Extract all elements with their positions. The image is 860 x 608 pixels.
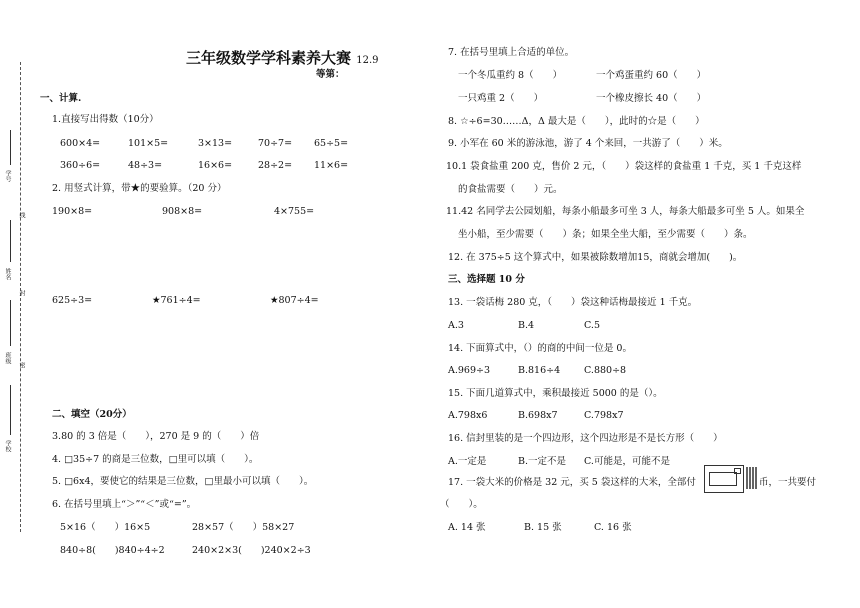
- side-label-student-no: 学号: [4, 170, 11, 182]
- calc-item: 11×6=: [314, 160, 349, 171]
- side-blank-line: [10, 385, 11, 435]
- envelope-image: [704, 465, 744, 493]
- side-label-class: 班级: [4, 352, 11, 364]
- calc-item: 48÷3=: [128, 160, 163, 171]
- question-7: 7. 在括号里填上合适的单位。: [448, 47, 575, 58]
- side-blank-line: [10, 130, 11, 165]
- unit-item: 一只鸡重 2（ ）: [458, 93, 544, 104]
- vertical-calc-item: 625÷3=: [52, 295, 93, 306]
- question-17-tail: 币，一共要付: [759, 477, 817, 488]
- question-10: 10.1 袋食盐重 200 克，售价 2 元，（ ）袋这样的食盐重 1 千克，买 1 千克这样: [446, 161, 802, 172]
- option-c: C. 16 张: [594, 522, 632, 533]
- vertical-calc-item: ★761÷4=: [152, 295, 201, 306]
- question-2: 2. 用竖式计算，带★的要验算。（20 分）: [52, 183, 227, 194]
- compare-item: 840÷8( )840÷4÷2: [60, 545, 165, 556]
- grade-label: 等第：: [316, 69, 345, 80]
- unit-item: 一个冬瓜重约 8（ ）: [458, 70, 563, 81]
- question-3: 3.80 的 3 倍是（ ），270 是 9 的（ ）倍: [52, 431, 260, 442]
- question-4: 4. □35÷7 的商是三位数，□里可以填（ ）。: [52, 454, 259, 465]
- question-12: 12. 在 375÷5 这个算式中，如果被除数增加15，商就会增加( )。: [448, 252, 743, 263]
- banknote-image: [746, 467, 758, 489]
- option-b: B.816÷4: [518, 365, 561, 376]
- question-1: 1.直接写出得数（10分）: [52, 114, 159, 125]
- option-c: C.可能是，可能不是: [584, 456, 670, 467]
- compare-item: 240×2×3( )240×2÷3: [192, 545, 311, 556]
- question-11-cont: 坐小船，至少需要（ ）条；如果全坐大船，至少需要（ ）条。: [458, 229, 753, 240]
- option-a: A.一定是: [448, 456, 487, 467]
- binding-dashed-line: [20, 62, 21, 532]
- question-15: 15. 下面几道算式中，乘积最接近 5000 的是（）。: [448, 388, 663, 399]
- calc-item: 3×13=: [198, 138, 233, 149]
- question-8: 8. ☆÷6=30……Δ，Δ 最大是（ ），此时的☆是（ ）: [448, 116, 705, 127]
- option-c: C.880÷8: [584, 365, 627, 376]
- side-label-school: 学校: [4, 440, 11, 452]
- vertical-calc-item: 190×8=: [52, 206, 93, 217]
- option-a: A.969÷3: [448, 365, 491, 376]
- side-mark-secret: 密: [18, 362, 25, 368]
- section-choice: 三、选择题 10 分: [448, 274, 525, 285]
- calc-item: 28÷2=: [258, 160, 293, 171]
- question-11: 11.42 名同学去公园划船，每条小船最多可坐 3 人，每条大船最多可坐 5 人。如果全: [446, 206, 805, 217]
- section-calc: 一、计算.: [40, 93, 82, 104]
- option-a: A. 14 张: [448, 522, 486, 533]
- compare-item: 5×16（ ）16×5: [60, 522, 151, 533]
- side-blank-line: [10, 300, 11, 346]
- side-blank-line: [10, 220, 11, 262]
- question-10-cont: 的食盐需要（ ）元。: [458, 184, 563, 195]
- unit-item: 一个橡皮擦长 40（ ）: [596, 93, 707, 104]
- question-9: 9. 小军在 60 米的游泳池，游了 4 个来回，一共游了（ ）米。: [448, 138, 728, 149]
- side-label-name: 姓名: [4, 268, 11, 280]
- option-a: A.798x6: [448, 410, 488, 421]
- question-5: 5. □6x4，要使它的结果是三位数，□里最小可以填（ ）。: [52, 476, 314, 487]
- page-title: 三年级数学学科素养大赛 12.9: [186, 49, 379, 67]
- option-a: A.3: [448, 320, 464, 331]
- question-17-cont: （ ）。: [440, 499, 483, 510]
- compare-item: 28×57（ ）58×27: [192, 522, 295, 533]
- question-6: 6. 在括号里填上“＞”“＜”或“=”。: [52, 499, 197, 510]
- side-mark-seal: 封: [18, 290, 25, 296]
- section-fill: 二、填空（20分）: [52, 409, 132, 420]
- question-14: 14. 下面算式中，（）的商的中间一位是 0。: [448, 343, 632, 354]
- option-b: B.一定不是: [518, 456, 567, 467]
- calc-item: 65÷5=: [314, 138, 349, 149]
- side-mark-line: 线: [18, 212, 25, 218]
- option-b: B.4: [518, 320, 535, 331]
- option-c: C.798x7: [584, 410, 624, 421]
- option-c: C.5: [584, 320, 600, 331]
- question-13: 13. 一袋话梅 280 克，（ ）袋这种话梅最接近 1 千克。: [448, 297, 698, 308]
- calc-item: 70÷7=: [258, 138, 293, 149]
- vertical-calc-item: ★807÷4=: [270, 295, 319, 306]
- calc-item: 360÷6=: [60, 160, 101, 171]
- option-b: B.698x7: [518, 410, 558, 421]
- option-b: B. 15 张: [524, 522, 562, 533]
- calc-item: 101×5=: [128, 138, 169, 149]
- unit-item: 一个鸡蛋重约 60（ ）: [596, 70, 707, 81]
- vertical-calc-item: 4×755=: [274, 206, 315, 217]
- calc-item: 600×4=: [60, 138, 101, 149]
- question-17: 17. 一袋大米的价格是 32 元，买 5 袋这样的大米，全部付: [448, 477, 696, 488]
- vertical-calc-item: 908×8=: [162, 206, 203, 217]
- calc-item: 16×6=: [198, 160, 233, 171]
- question-16: 16. 信封里装的是一个四边形，这个四边形是不是长方形（ ）: [448, 433, 723, 444]
